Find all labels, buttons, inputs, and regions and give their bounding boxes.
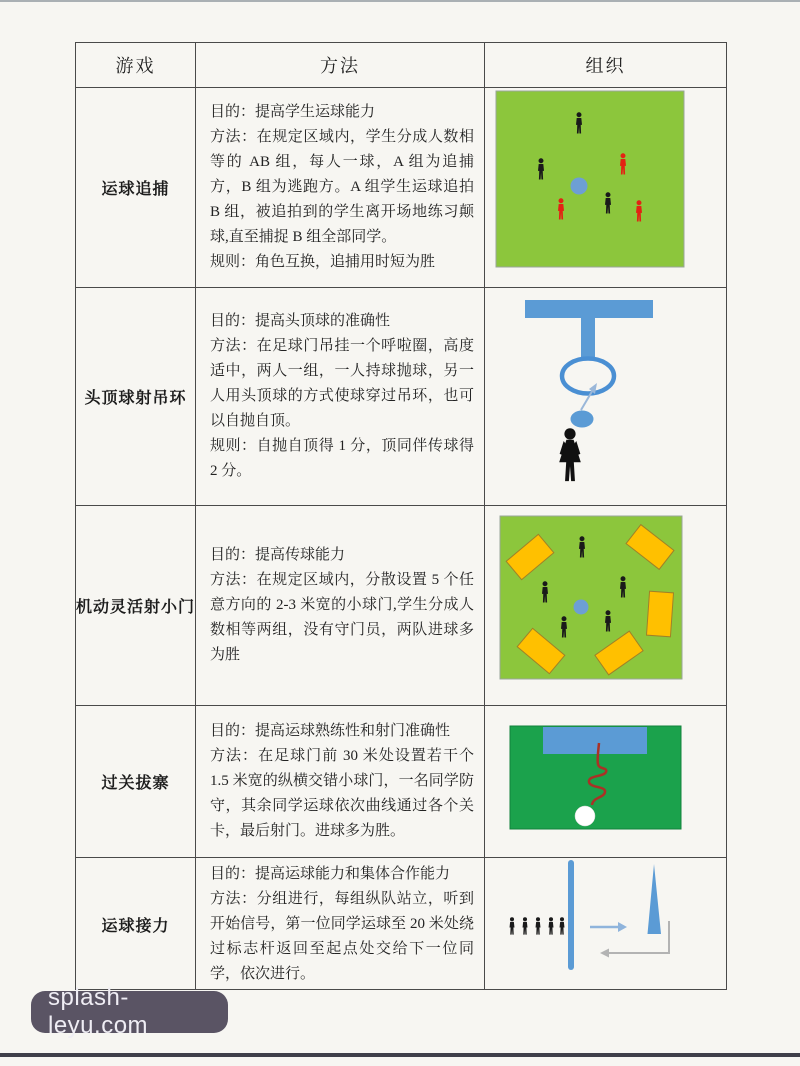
relay-course-diagram bbox=[485, 858, 725, 989]
purpose-text: 目的：提高运球能力和集体合作能力 bbox=[210, 865, 451, 882]
header-organization: 组织 bbox=[485, 43, 726, 88]
diagram-dribble-chase bbox=[485, 88, 726, 288]
small-goals-field-diagram bbox=[485, 506, 725, 705]
outbound-arrowhead bbox=[618, 922, 627, 932]
game-name-relay: 运球接力 bbox=[76, 858, 196, 990]
method-header-ring bbox=[196, 288, 485, 506]
ball-icon bbox=[571, 178, 588, 195]
watermark-badge bbox=[31, 984, 228, 1039]
method-text: 方法：分组进行，每组纵队站立，听到开始信号，第一位同学运球至 20 米处绕过标志杆返回至起点处交给下一位同学，依次进行。 bbox=[210, 890, 474, 982]
method-pass-gates bbox=[196, 706, 485, 858]
bottom-divider bbox=[0, 1053, 800, 1057]
player-icon bbox=[523, 917, 528, 934]
watermark-text: splash-leyu.com bbox=[48, 984, 149, 1039]
goal-gate bbox=[646, 591, 673, 637]
start-line bbox=[568, 860, 574, 970]
hula-hoop-ring bbox=[562, 359, 614, 394]
return-arrowhead bbox=[600, 949, 609, 958]
marker-cone bbox=[648, 864, 662, 934]
method-dribble-chase bbox=[196, 88, 485, 288]
game-name-dribble-chase: 运球追捕 bbox=[76, 88, 196, 288]
player-icon bbox=[536, 917, 541, 934]
ball-icon bbox=[574, 600, 589, 615]
field-rect bbox=[496, 91, 684, 267]
game-name-small-goals: 机动灵活射小门 bbox=[76, 506, 196, 706]
purpose-text: 目的：提高运球熟练性和射门准确性 bbox=[210, 723, 451, 739]
rule-text: 规则：自抛自顶得 1 分，顶同伴传球得 2 分。 bbox=[210, 438, 474, 479]
game-name-pass-gates: 过关拔寨 bbox=[76, 706, 196, 858]
header-method: 方法 bbox=[196, 43, 485, 88]
method-relay bbox=[196, 858, 485, 990]
player-icon bbox=[510, 917, 515, 934]
diagram-pass-gates bbox=[485, 706, 726, 858]
slalom-shoot-diagram bbox=[485, 706, 725, 857]
method-text: 方法：在足球门吊挂一个呼啦圈，高度适中，两人一组，一人持球抛球，另一人用头顶球的方式使球穿过吊环，也可以自抛自顶。 bbox=[210, 338, 474, 429]
dribble-chase-field-diagram bbox=[485, 88, 725, 287]
purpose-text: 目的：提高学生运球能力 bbox=[210, 104, 376, 120]
method-text: 方法：在规定区域内，学生分成人数相等的 AB 组，每人一球，A 组为追捕方，B 组为逃跑方。A 组学生运球追拍 B 组，被追拍到的学生离开场地练习颠球,直至捕捉 B 组全部同学。 bbox=[210, 129, 474, 245]
purpose-text: 目的：提高头顶球的准确性 bbox=[210, 313, 391, 329]
ball-icon bbox=[571, 411, 594, 428]
hanging-strap bbox=[581, 317, 595, 359]
top-divider bbox=[0, 0, 800, 2]
goal-crossbar bbox=[525, 300, 653, 318]
games-table bbox=[75, 42, 727, 990]
header-game: 游戏 bbox=[76, 43, 196, 88]
player-icon bbox=[559, 428, 581, 481]
diagram-header-ring bbox=[485, 288, 726, 506]
rule-text: 规则：角色互换，追捕用时短为胜 bbox=[210, 254, 436, 270]
method-small-goals bbox=[196, 506, 485, 706]
goal-area-rect bbox=[543, 727, 647, 754]
player-icon bbox=[549, 917, 554, 934]
game-name-header-ring: 头顶球射吊环 bbox=[76, 288, 196, 506]
player-icon bbox=[560, 917, 565, 934]
diagram-relay bbox=[485, 858, 726, 990]
ball-icon bbox=[575, 806, 595, 826]
purpose-text: 目的：提高传球能力 bbox=[210, 547, 346, 563]
method-text: 方法：在足球门前 30 米处设置若干个 1.5 米宽的纵横交错小球门，一名同学防守，其余同学运球依次曲线通过各个关卡，最后射门。进球多为胜。 bbox=[210, 748, 474, 839]
hanging-ring-diagram bbox=[485, 288, 725, 505]
diagram-small-goals bbox=[485, 506, 726, 706]
method-text: 方法：在规定区域内，分散设置 5 个任意方向的 2-3 米宽的小球门,学生分成人数相等两组，没有守门员，两队进球多为胜 bbox=[210, 572, 474, 663]
